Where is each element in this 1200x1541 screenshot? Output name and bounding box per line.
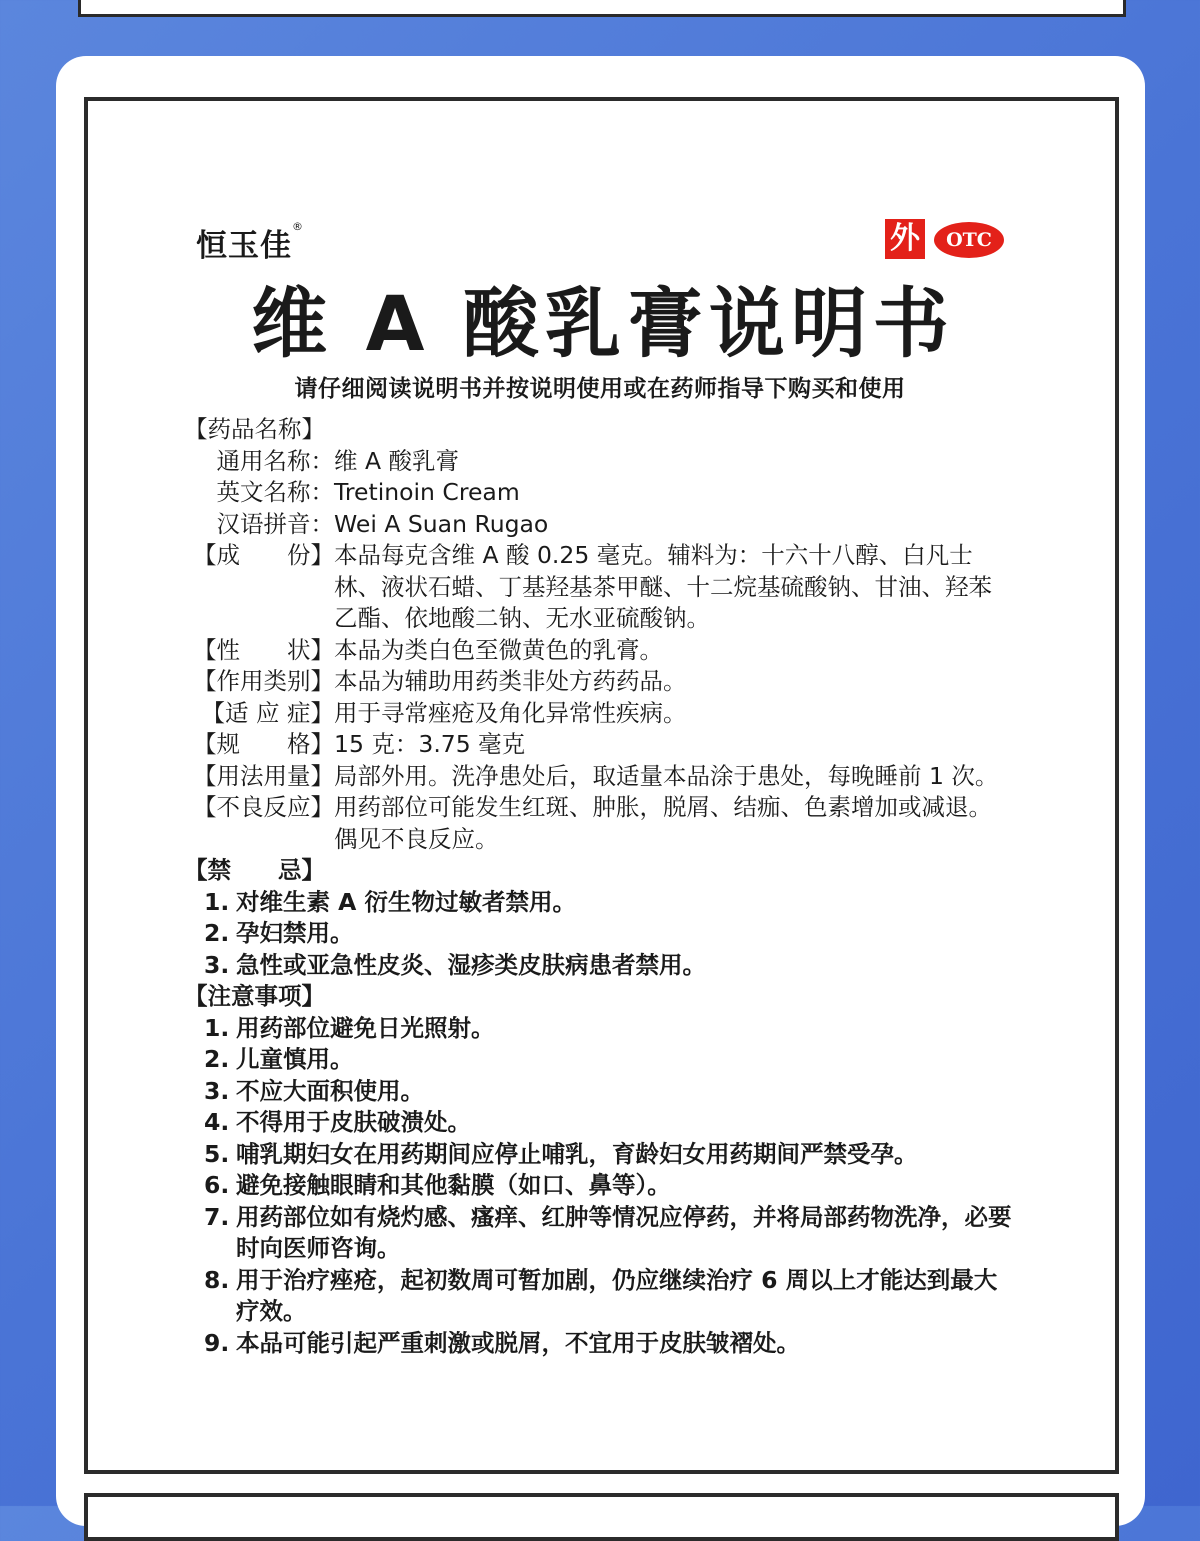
item-text: 不应大面积使用。 — [236, 1076, 424, 1105]
list-item — [184, 1202, 1014, 1265]
item-number: 1. — [204, 1013, 230, 1042]
pinyin-row — [184, 509, 1014, 541]
otc-label: OTC — [946, 229, 992, 251]
category-heading: 【作用类别】 — [193, 667, 334, 695]
precautions-list — [184, 1013, 1014, 1360]
item-text: 哺乳期妇女在用药期间应停止哺乳，育龄妇女用药期间严禁受孕。 — [236, 1139, 918, 1168]
list-item — [184, 1076, 1014, 1108]
appearance-heading: 【性 状】 — [193, 635, 334, 664]
generic-name-value: 维 A 酸乳膏 — [334, 446, 460, 475]
item-number: 5. — [204, 1139, 230, 1168]
specification-row — [184, 729, 1014, 761]
list-item — [184, 887, 1014, 919]
adverse-text: 用药部位可能发生红斑、肿胀，脱屑、结痂、色素增加或减退。偶见不良反应。 — [334, 793, 992, 853]
item-number: 3. — [204, 950, 230, 979]
composition-heading: 【成 份】 — [193, 541, 334, 569]
list-item — [184, 1328, 1014, 1360]
precautions-heading: 【注意事项】 — [184, 982, 325, 1010]
item-text: 本品可能引起严重刺激或脱屑，不宜用于皮肤皱褶处。 — [236, 1328, 800, 1357]
item-number: 6. — [204, 1171, 230, 1199]
appearance-row — [184, 635, 1014, 667]
item-text: 儿童慎用。 — [236, 1045, 354, 1073]
item-number: 1. — [204, 887, 230, 916]
item-number: 4. — [204, 1108, 230, 1136]
item-number: 2. — [204, 1045, 230, 1073]
generic-name-label: 通用名称： — [216, 446, 334, 475]
dosage-text: 局部外用。洗净患处后，取适量本品涂于患处，每晚睡前 1 次。 — [334, 761, 999, 790]
category-text: 本品为辅助用药类非处方药药品。 — [334, 667, 687, 695]
item-number: 7. — [204, 1202, 230, 1231]
item-text: 孕妇禁用。 — [236, 919, 354, 947]
item-number: 2. — [204, 919, 230, 947]
contraindications-heading: 【禁 忌】 — [184, 856, 325, 884]
previous-card-edge — [78, 0, 1126, 17]
list-item — [184, 918, 1014, 950]
external-use-badge: 外 — [885, 219, 925, 259]
leaflet-content — [184, 414, 1014, 1359]
english-name-value: Tretinoin Cream — [334, 478, 520, 506]
list-item — [184, 950, 1014, 982]
item-text: 急性或亚急性皮炎、湿疹类皮肤病患者禁用。 — [236, 950, 706, 979]
item-number: 8. — [204, 1265, 230, 1294]
item-text: 对维生素 A 衍生物过敏者禁用。 — [236, 887, 577, 916]
list-item — [184, 1107, 1014, 1139]
indications-row — [184, 698, 1014, 730]
item-text: 用药部位如有烧灼感、瘙痒、红肿等情况应停药，并将局部药物洗净，必要时向医师咨询。 — [236, 1202, 1012, 1262]
pinyin-value: Wei A Suan Rugao — [334, 509, 549, 538]
list-item — [184, 1044, 1014, 1076]
category-row — [184, 666, 1014, 698]
next-leaflet-border — [84, 1493, 1119, 1541]
list-item — [184, 1170, 1014, 1202]
pinyin-label: 汉语拼音： — [216, 509, 334, 538]
appearance-text: 本品为类白色至微黄色的乳膏。 — [334, 635, 663, 664]
item-number: 9. — [204, 1328, 230, 1357]
english-name-label: 英文名称： — [216, 478, 334, 506]
brand-name: 恒玉佳 — [196, 228, 292, 264]
indications-text: 用于寻常痤疮及角化异常性疾病。 — [334, 698, 687, 727]
list-item — [184, 1013, 1014, 1045]
registered-mark: ® — [292, 220, 304, 233]
otc-badge — [934, 222, 1004, 258]
dosage-row — [184, 761, 1014, 793]
item-text: 避免接触眼睛和其他黏膜（如口、鼻等）。 — [236, 1171, 671, 1199]
generic-name-row — [184, 446, 1014, 478]
item-text: 不得用于皮肤破溃处。 — [236, 1108, 471, 1136]
list-item — [184, 1265, 1014, 1328]
adverse-heading: 【不良反应】 — [193, 793, 334, 821]
composition-text: 本品每克含维 A 酸 0.25 毫克。辅料为：十六十八醇、白凡士林、液状石蜡、丁基羟基茶甲醚、十二烷基硫酸钠、甘油、羟苯乙酯、依地酸二钠、无水亚硫酸钠。 — [334, 541, 992, 632]
page-subtitle: 请仔细阅读说明书并按说明使用或在药师指导下购买和使用 — [294, 376, 906, 402]
indications-heading: 【适 应 症】 — [201, 698, 334, 727]
drug-name-heading: 【药品名称】 — [184, 415, 325, 443]
list-item — [184, 1139, 1014, 1171]
contraindications-list — [184, 887, 1014, 982]
page-title: 维 A 酸乳膏说明书 — [251, 279, 955, 368]
specification-text: 15 克：3.75 毫克 — [334, 730, 526, 758]
item-text: 用药部位避免日光照射。 — [236, 1013, 495, 1042]
brand-logo — [196, 220, 304, 265]
composition-row — [184, 540, 1014, 635]
dosage-heading: 【用法用量】 — [193, 761, 334, 790]
specification-heading: 【规 格】 — [193, 730, 334, 758]
adverse-row — [184, 792, 1014, 855]
english-name-row — [184, 477, 1014, 509]
item-text: 用于治疗痤疮，起初数周可暂加剧，仍应继续治疗 6 周以上才能达到最大疗效。 — [236, 1265, 998, 1325]
item-number: 3. — [204, 1076, 230, 1105]
